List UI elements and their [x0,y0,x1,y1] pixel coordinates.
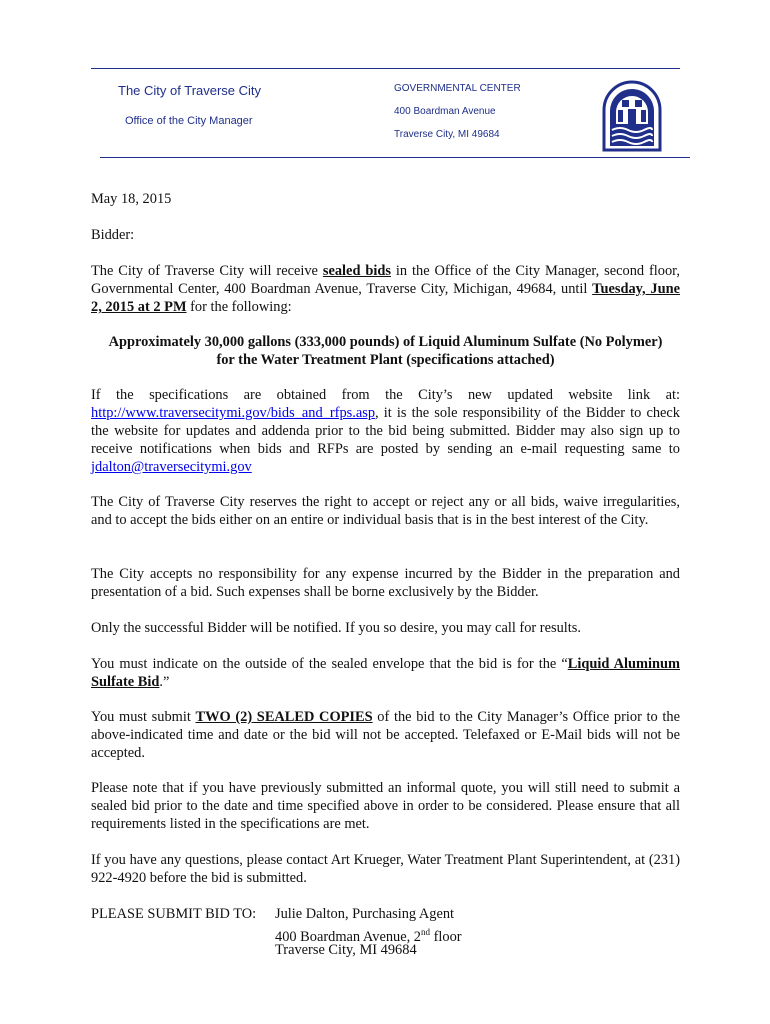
city-name: The City of Traverse City [118,83,262,98]
bid-title [91,333,680,369]
questions-paragraph: If you have any questions, please contact Art Krueger, Water Treatment Plant Superintendent, at (231) 922-4920 before the bid is submitted. [91,852,680,886]
sealed-bids-emphasis: sealed bids [322,263,391,279]
spec-text-2: , it is the sole responsibility of the Bidder to check the website for updates and addenda prior to the bid being submitted. Bidder may also sign up to receive notifications when bids and RFPs are posted by sending an e-mail requesting same to [91,405,680,457]
email-link[interactable]: jdalton@traversecitymi.gov [91,459,252,475]
copies-text-2: of the bid to the City Manager’s Office prior to the above-indicated time and date or the bid will not be accepted. Telefaxed or E-Mail bids will not be accepted. [91,709,680,761]
copies-paragraph [91,708,680,762]
envelope-text-2: .” [159,674,170,690]
submit-name: Julie Dalton, Purchasing Agent [275,906,455,922]
center-city: Traverse City, MI 49684 [394,129,500,140]
copies-text: You must submit [91,709,196,725]
spec-text: If the specifications are obtained from the City’s new updated website link at: [91,387,680,403]
center-address: 400 Boardman Avenue [394,106,496,117]
office-name: Office of the City Manager [125,115,253,127]
header-top-rule [91,68,680,69]
intro-text: The City of Traverse City will receive [91,263,323,279]
header-bottom-rule [100,157,690,158]
city-seal-icon [600,80,664,152]
bid-title-line-2: for the Water Treatment Plant (specifications attached) [216,352,555,368]
submit-address-text: 400 Boardman Avenue, 2 [275,928,422,945]
salutation: Bidder: [91,227,135,243]
envelope-paragraph [91,655,680,691]
submit-label: PLEASE SUBMIT BID TO: [91,906,257,922]
bid-title-line-1: Approximately 30,000 gallons (333,000 pounds) of Liquid Aluminum Sulfate (No Polymer) [108,334,663,350]
informal-quote-paragraph: Please note that if you have previously submitted an informal quote, you will still need to submit a sealed bid prior to the date and time specified above in order to be considered. Please ensure that all requirements listed in the specifications are met. [91,780,680,832]
center-name: GOVERNMENTAL CENTER [394,83,521,94]
intro-text-2: in the Office of the City Manager, second floor, Governmental Center, 400 Boardman Avenue, Traverse City, Michigan, 49684, until [91,263,680,297]
submit-address-floor: floor [430,928,462,945]
letter-date: May 18, 2015 [91,191,172,207]
bids-website-link[interactable]: http://www.traversecitymi.gov/bids_and_rfps.asp [91,405,376,421]
responsibility-paragraph: The City accepts no responsibility for any expense incurred by the Bidder in the preparation and presentation of a bid. Such expenses shall be borne exclusively by the Bidder. [91,566,680,600]
notified-paragraph: Only the successful Bidder will be notified. If you so desire, you may call for results. [91,620,581,636]
submit-city: Traverse City, MI 49684 [275,942,417,958]
envelope-text: You must indicate on the outside of the sealed envelope that the bid is for the “ [91,656,568,672]
reserve-paragraph: The City of Traverse City reserves the right to accept or reject any or all bids, waive irregularities, and to accept the bids either on an entire or individual basis that is in the best interest of the City. [91,494,680,528]
specifications-paragraph [91,386,680,476]
submit-address-superscript: nd [421,927,431,937]
envelope-bid-name: Liquid Aluminum Sulfate Bid [91,656,680,690]
intro-paragraph [91,262,680,316]
intro-text-3: for the following: [186,299,292,315]
copies-emphasis: TWO (2) SEALED COPIES [195,709,373,725]
bid-deadline: Tuesday, June 2, 2015 at 2 PM [91,281,680,315]
